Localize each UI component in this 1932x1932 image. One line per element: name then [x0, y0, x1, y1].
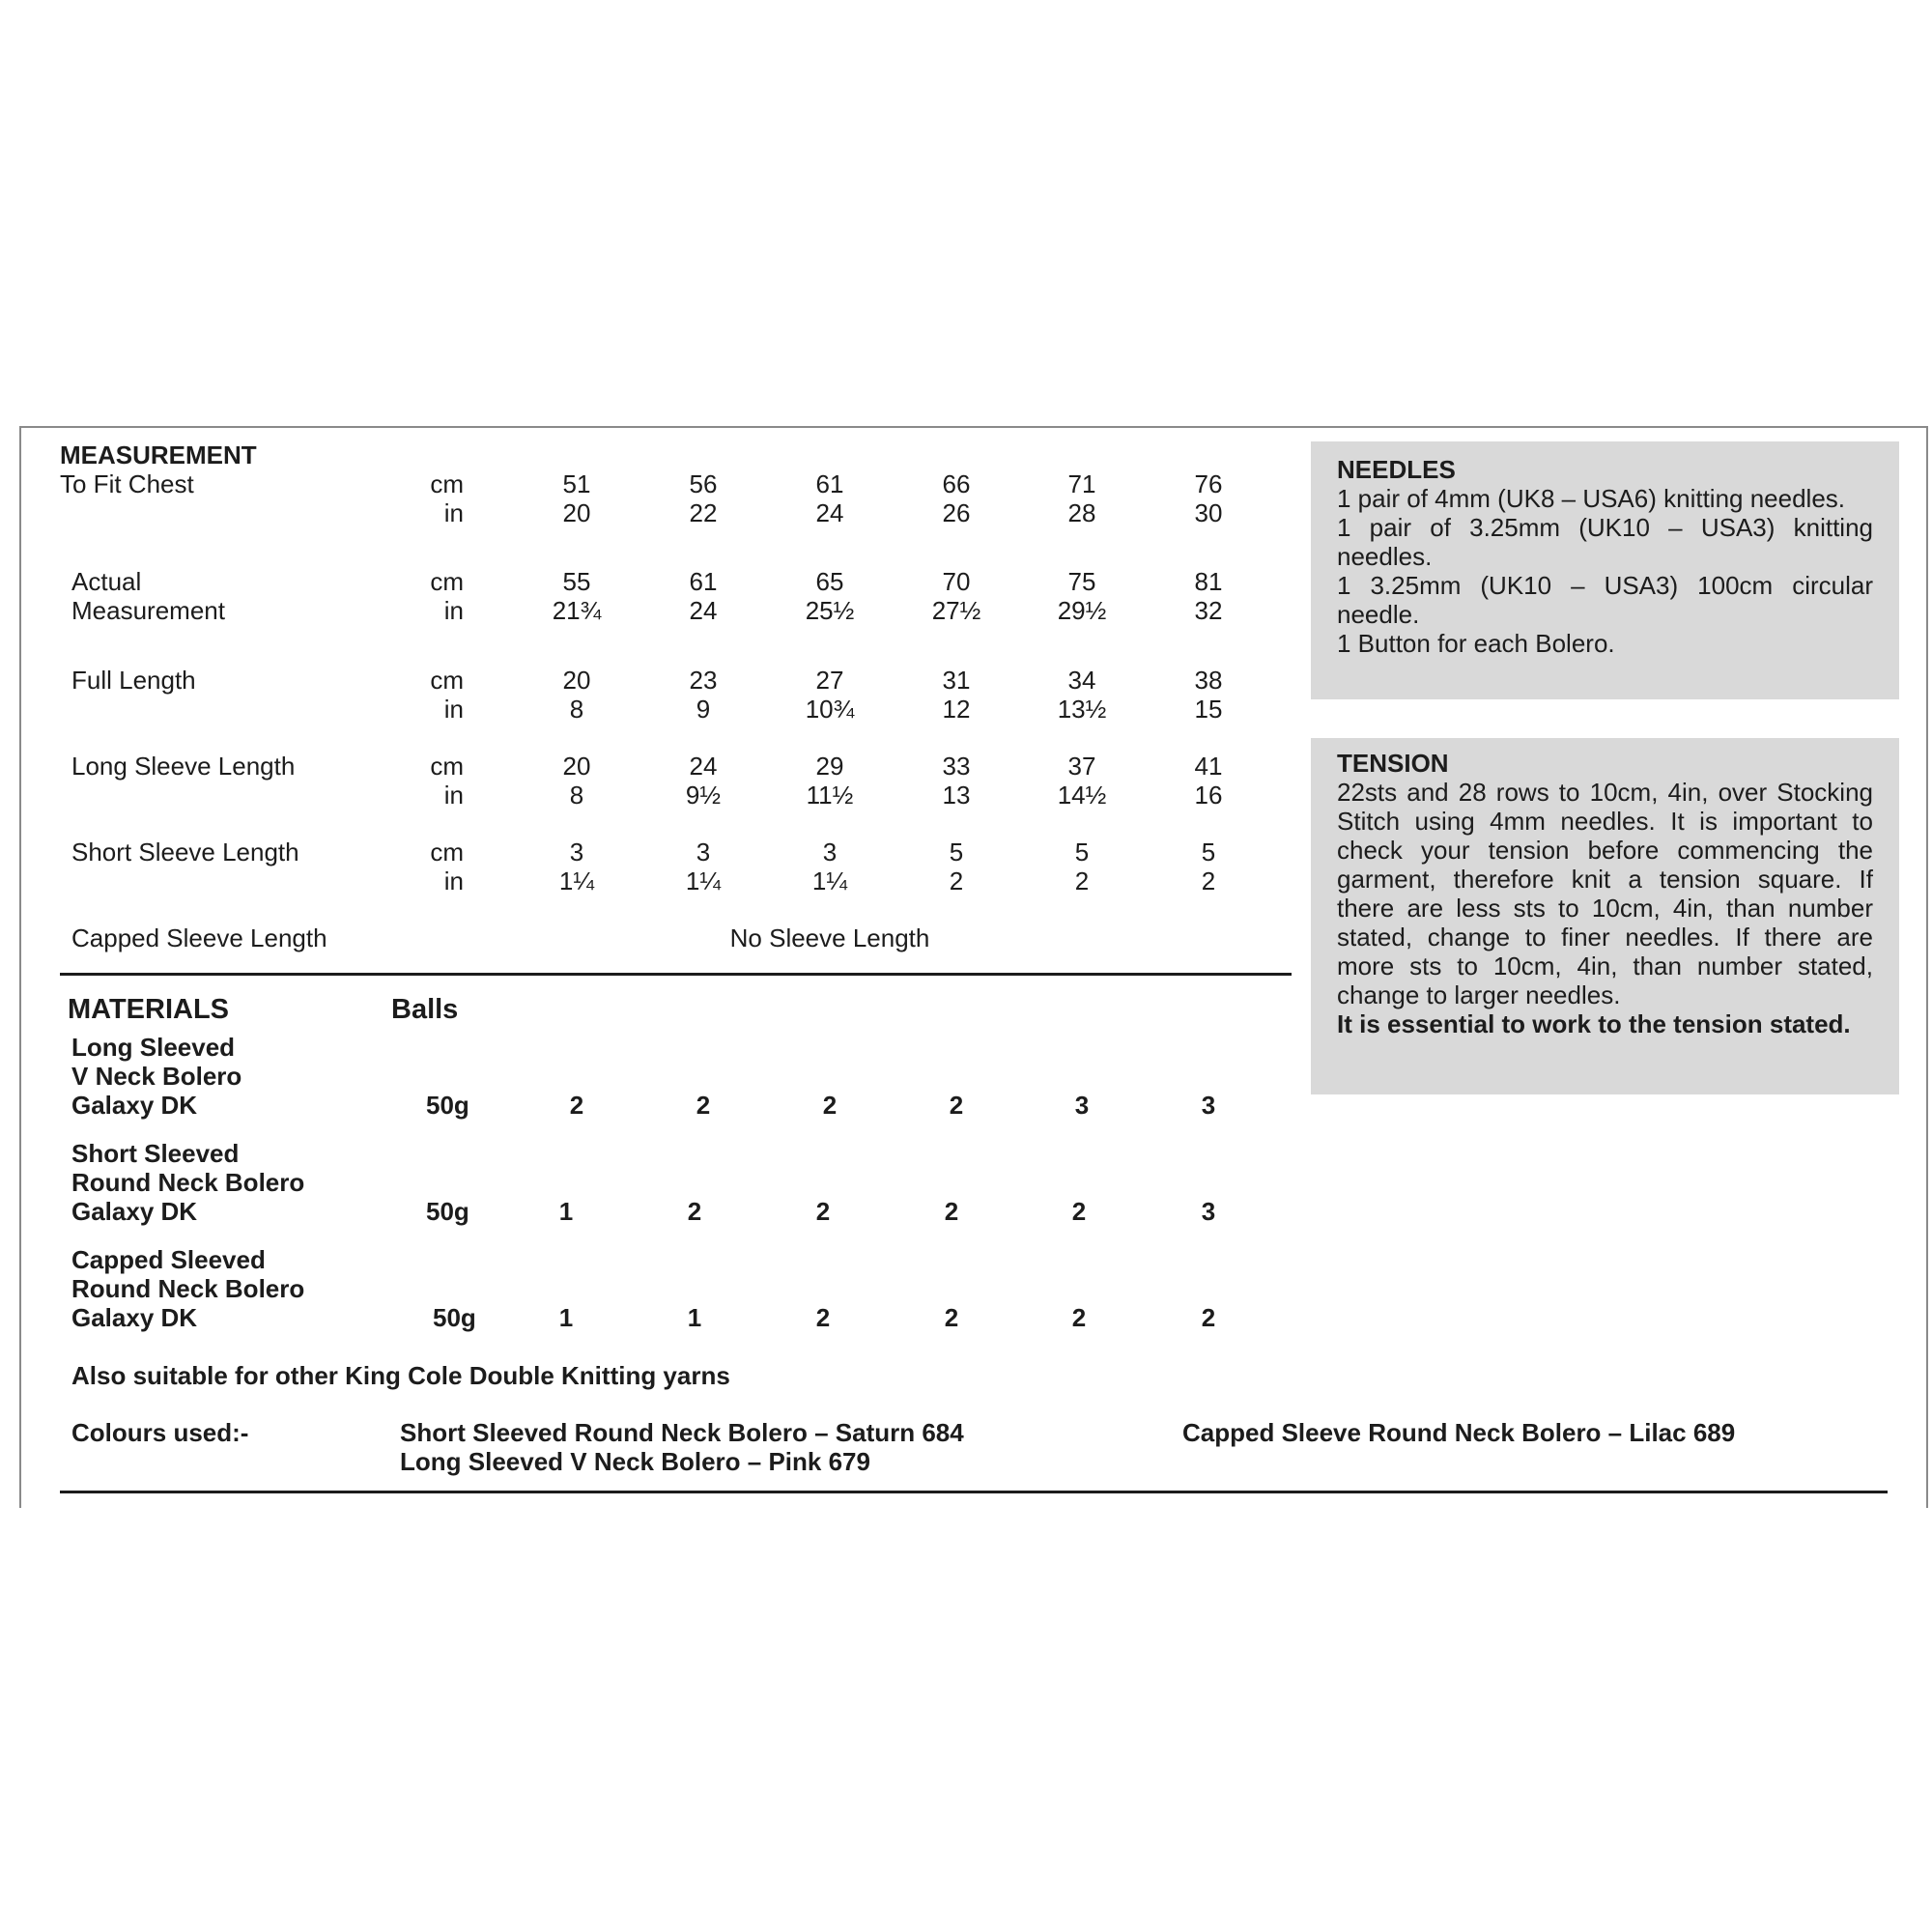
measurement-value: 29	[815, 752, 844, 781]
measurement-value: 2	[949, 867, 964, 895]
needles-box	[1311, 441, 1899, 699]
measurement-value: 10¾	[805, 695, 855, 724]
material-weight: 50g	[426, 1091, 469, 1120]
measurement-row-label: Long Sleeve Length	[71, 752, 296, 781]
measurement-value: 30	[1194, 498, 1223, 527]
measurement-value: 24	[815, 498, 844, 527]
ball-count: 2	[949, 1091, 964, 1120]
unit-label: cm	[430, 666, 464, 695]
material-name: Capped Sleeved	[71, 1245, 266, 1274]
ball-count: 1	[558, 1303, 574, 1332]
measurement-value: 8	[569, 695, 584, 724]
needles-heading: NEEDLES	[1337, 455, 1456, 484]
measurement-value: 29½	[1057, 596, 1107, 625]
measurement-value: 23	[689, 666, 718, 695]
measurement-value: 1¼	[558, 867, 595, 895]
ball-count: 2	[696, 1091, 711, 1120]
measurement-value: 11½	[806, 781, 854, 810]
measurement-value: 33	[942, 752, 971, 781]
material-name: Long Sleeved	[71, 1033, 236, 1062]
measurement-value: 1¼	[685, 867, 722, 895]
unit-label: in	[443, 695, 464, 724]
measurement-value: 5	[949, 838, 964, 867]
measurement-value: 1¼	[811, 867, 848, 895]
measurement-value: 14½	[1057, 781, 1107, 810]
ball-count: 2	[822, 1091, 838, 1120]
ball-count: 3	[1074, 1091, 1090, 1120]
needles-line: 1 Button for each Bolero.	[1337, 629, 1615, 658]
unit-label: cm	[430, 567, 464, 596]
needles-line: 1 pair of 4mm (UK8 – USA6) knitting needles.	[1337, 484, 1846, 513]
measurement-value: 25½	[805, 596, 855, 625]
material-name: Galaxy DK	[71, 1091, 198, 1120]
measurement-row-label: Full Length	[71, 666, 196, 695]
colour-short-sleeved: Short Sleeved Round Neck Bolero – Saturn 684	[400, 1418, 964, 1447]
measurement-value: 81	[1194, 567, 1223, 596]
measurement-row-label: To Fit Chest	[60, 469, 194, 498]
measurement-value: 15	[1194, 695, 1223, 724]
unit-label: cm	[430, 752, 464, 781]
ball-count: 2	[687, 1197, 702, 1226]
unit-label: in	[443, 498, 464, 527]
measurement-value: 66	[942, 469, 971, 498]
unit-label: in	[443, 596, 464, 625]
ball-count: 1	[687, 1303, 702, 1332]
measurement-value: 41	[1194, 752, 1223, 781]
unit-label: cm	[430, 469, 464, 498]
measurement-value: 34	[1067, 666, 1096, 695]
measurement-value: 16	[1194, 781, 1223, 810]
measurement-value: 55	[562, 567, 591, 596]
measurement-value: 76	[1194, 469, 1223, 498]
measurement-value: 2	[1201, 867, 1216, 895]
measurement-value: 71	[1067, 469, 1096, 498]
material-name: Galaxy DK	[71, 1197, 198, 1226]
measurement-value: 20	[562, 752, 591, 781]
ball-count: 1	[558, 1197, 574, 1226]
measurement-heading: MEASUREMENT	[60, 440, 257, 469]
measurement-value: 27½	[931, 596, 981, 625]
measurement-value: 22	[689, 498, 718, 527]
measurement-value: 56	[689, 469, 718, 498]
measurement-value: 24	[689, 752, 718, 781]
measurement-value: 5	[1074, 838, 1090, 867]
measurement-value: 5	[1201, 838, 1216, 867]
ball-count: 2	[815, 1197, 831, 1226]
ball-count: 2	[1071, 1303, 1087, 1332]
ball-count: 2	[944, 1197, 959, 1226]
needles-line: 1 3.25mm (UK10 – USA3) 100cm circular needle.	[1337, 571, 1873, 629]
also-suitable-note: Also suitable for other King Cole Double Knitting yarns	[71, 1361, 730, 1390]
ball-count: 2	[1201, 1303, 1216, 1332]
material-name: V Neck Bolero	[71, 1062, 242, 1091]
ball-count: 2	[569, 1091, 584, 1120]
balls-heading: Balls	[391, 994, 459, 1025]
bottom-divider	[60, 1491, 1888, 1493]
measurement-value: 9	[696, 695, 711, 724]
measurement-row-label: Measurement	[71, 596, 225, 625]
material-name: Galaxy DK	[71, 1303, 198, 1332]
measurement-value: 37	[1067, 752, 1096, 781]
ball-count: 2	[1071, 1197, 1087, 1226]
measurement-value: 3	[569, 838, 584, 867]
material-name: Round Neck Bolero	[71, 1168, 305, 1197]
measurement-value: 31	[942, 666, 971, 695]
measurement-value: 9½	[685, 781, 722, 810]
material-name: Round Neck Bolero	[71, 1274, 305, 1303]
measurement-value: 3	[696, 838, 711, 867]
measurement-value: 61	[689, 567, 718, 596]
measurement-value: 20	[562, 666, 591, 695]
measurement-row-label: Actual	[71, 567, 142, 596]
ball-count: 3	[1201, 1091, 1216, 1120]
unit-label: in	[443, 781, 464, 810]
measurement-value: 32	[1194, 596, 1223, 625]
tension-emphasis: It is essential to work to the tension stated.	[1337, 1009, 1851, 1038]
measurement-value: 27	[815, 666, 844, 695]
measurement-value: 8	[569, 781, 584, 810]
measurement-value: 21¾	[552, 596, 602, 625]
ball-count: 2	[944, 1303, 959, 1332]
measurement-value: 13	[942, 781, 971, 810]
measurement-value: 61	[815, 469, 844, 498]
unit-label: cm	[430, 838, 464, 867]
ball-count: 2	[815, 1303, 831, 1332]
capped-sleeve-value: No Sleeve Length	[729, 923, 930, 952]
material-weight: 50g	[433, 1303, 476, 1332]
measurement-value: 75	[1067, 567, 1096, 596]
colours-label: Colours used:-	[71, 1418, 249, 1447]
measurement-value: 24	[689, 596, 718, 625]
measurement-value: 65	[815, 567, 844, 596]
tension-heading: TENSION	[1337, 749, 1449, 778]
material-weight: 50g	[426, 1197, 469, 1226]
tension-box	[1311, 738, 1899, 1094]
capped-sleeve-label: Capped Sleeve Length	[71, 923, 327, 952]
measurement-value: 38	[1194, 666, 1223, 695]
measurement-value: 51	[562, 469, 591, 498]
measurement-value: 12	[942, 695, 971, 724]
measurement-value: 26	[942, 498, 971, 527]
tension-body: 22sts and 28 rows to 10cm, 4in, over Stocking Stitch using 4mm needles. It is important to check your tension before commencing the garment, therefore knit a tension square. If there are less sts to 10cm, 4in, than number stated, change to finer needles. If there are more sts to 10cm, 4in, than number stated, change to larger needles.	[1337, 778, 1873, 1009]
materials-heading: MATERIALS	[68, 994, 230, 1025]
measurement-value: 20	[562, 498, 591, 527]
measurement-value: 2	[1074, 867, 1090, 895]
unit-label: in	[443, 867, 464, 895]
needles-line: 1 pair of 3.25mm (UK10 – USA3) knitting needles.	[1337, 513, 1873, 571]
measurement-value: 70	[942, 567, 971, 596]
material-name: Short Sleeved	[71, 1139, 240, 1168]
measurement-value: 3	[822, 838, 838, 867]
colour-capped-sleeve: Capped Sleeve Round Neck Bolero – Lilac 689	[1182, 1418, 1736, 1447]
measurement-value: 13½	[1057, 695, 1107, 724]
measurement-value: 28	[1067, 498, 1096, 527]
section-divider	[60, 973, 1292, 976]
colour-long-sleeved: Long Sleeved V Neck Bolero – Pink 679	[400, 1447, 870, 1476]
ball-count: 3	[1201, 1197, 1216, 1226]
measurement-row-label: Short Sleeve Length	[71, 838, 299, 867]
